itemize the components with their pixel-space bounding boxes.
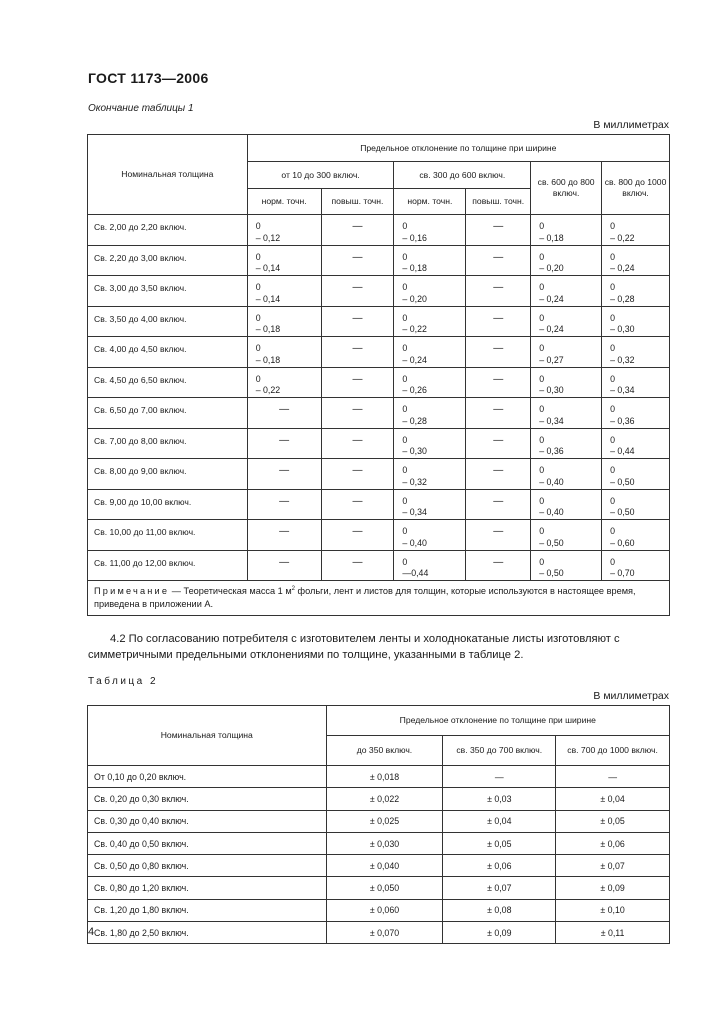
cell-norm-10-300-top: 0 xyxy=(255,282,261,292)
cell-600-800 xyxy=(531,550,602,581)
cell-350: ± 0,070 xyxy=(326,922,443,944)
cell-800-1000 xyxy=(602,337,670,368)
page-number: 4 xyxy=(88,926,95,938)
table2-header-deviation: Предельное отклонение по толщине при ширине xyxy=(326,706,669,736)
cell-norm-300-600 xyxy=(394,520,466,551)
cell-350: ± 0,025 xyxy=(326,810,443,832)
cell-600-800-top: 0 xyxy=(539,312,545,323)
cell-norm-10-300: — xyxy=(247,489,321,520)
row-label: Св. 3,50 до 4,00 включ. xyxy=(88,306,248,337)
cell-800-1000-top: 0 xyxy=(610,495,615,506)
cell-norm-300-600 xyxy=(394,428,466,459)
cell-350-700: ± 0,07 xyxy=(443,877,556,899)
cell-350: ± 0,050 xyxy=(326,877,443,899)
cell-600-800 xyxy=(531,245,602,276)
cell-norm-10-300: — xyxy=(247,398,321,429)
row-label: Св. 2,20 до 3,00 включ. xyxy=(88,245,248,276)
cell-800-1000-bottom: – 0,70 xyxy=(610,568,635,578)
cell-600-800 xyxy=(531,276,602,307)
cell-800-1000-bottom: – 0,34 xyxy=(610,385,635,395)
table-row xyxy=(88,306,670,337)
cell-600-800 xyxy=(531,428,602,459)
cell-600-800-top: 0 xyxy=(539,465,545,475)
cell-norm-300-600-top: 0 xyxy=(402,495,408,506)
row-label: Св. 7,00 до 8,00 включ. xyxy=(88,428,248,459)
table-row xyxy=(88,215,670,246)
cell-norm-10-300-bottom: – 0,14 xyxy=(255,263,281,273)
cell-high-10-300: — xyxy=(321,520,394,551)
row-label: Св. 8,00 до 9,00 включ. xyxy=(88,459,248,490)
cell-norm-300-600-bottom: – 0,18 xyxy=(402,263,427,273)
cell-700-1000: ± 0,04 xyxy=(556,788,670,810)
table-row xyxy=(88,855,670,877)
cell-800-1000-bottom: – 0,44 xyxy=(610,446,635,456)
table2-header-nominal: Номинальная толщина xyxy=(88,706,327,766)
table-row xyxy=(88,520,670,551)
cell-700-1000: ± 0,09 xyxy=(556,877,670,899)
cell-high-300-600: — xyxy=(466,337,531,368)
cell-norm-300-600-top: 0 xyxy=(402,312,408,323)
cell-600-800-top: 0 xyxy=(539,282,545,292)
cell-norm-10-300 xyxy=(247,276,321,307)
cell-600-800-top: 0 xyxy=(539,343,545,353)
cell-norm-300-600-top: 0 xyxy=(402,251,408,262)
cell-norm-300-600-bottom: – 0,24 xyxy=(402,354,427,365)
cell-800-1000 xyxy=(602,367,670,398)
cell-norm-10-300 xyxy=(247,215,321,246)
cell-norm-300-600 xyxy=(394,367,466,398)
cell-800-1000-bottom: – 0,32 xyxy=(610,354,635,365)
cell-800-1000-top: 0 xyxy=(610,373,615,384)
cell-600-800 xyxy=(531,489,602,520)
cell-high-10-300: — xyxy=(321,459,394,490)
cell-800-1000-top: 0 xyxy=(610,434,615,445)
cell-800-1000-bottom: – 0,24 xyxy=(610,263,635,273)
cell-high-10-300: — xyxy=(321,428,394,459)
document-header-code: ГОСТ 1173—2006 xyxy=(88,70,209,86)
row-label: Св. 2,00 до 2,20 включ. xyxy=(88,215,248,246)
cell-800-1000-bottom: – 0,50 xyxy=(610,507,635,517)
cell-norm-300-600-top: 0 xyxy=(402,373,408,384)
row-label: Св. 6,50 до 7,00 включ. xyxy=(88,398,248,429)
table-row xyxy=(88,788,670,810)
paragraph-4-2-text: 4.2 По согласованию потребителя с изготовителем ленты и холоднокатаные листы изготовляют с симметричными предельными отклонениями по толщине, указанными в таблице 2. xyxy=(88,633,620,661)
cell-600-800-bottom: – 0,50 xyxy=(539,568,564,578)
cell-norm-10-300 xyxy=(247,337,321,368)
table-row xyxy=(88,832,670,854)
cell-800-1000-top: 0 xyxy=(610,282,615,292)
cell-norm-300-600-top: 0 xyxy=(402,343,408,353)
cell-norm-300-600 xyxy=(394,337,466,368)
cell-high-10-300: — xyxy=(321,398,394,429)
cell-600-800 xyxy=(531,215,602,246)
cell-600-800 xyxy=(531,459,602,490)
cell-800-1000 xyxy=(602,459,670,490)
cell-800-1000-top: 0 xyxy=(610,251,615,262)
cell-800-1000 xyxy=(602,245,670,276)
cell-norm-300-600 xyxy=(394,398,466,429)
cell-600-800-bottom: – 0,36 xyxy=(539,446,564,456)
table1-header-600-800: св. 600 до 800 включ. xyxy=(531,162,602,215)
cell-800-1000-bottom: – 0,36 xyxy=(610,415,635,426)
cell-norm-10-300: — xyxy=(247,428,321,459)
cell-norm-300-600 xyxy=(394,306,466,337)
cell-800-1000 xyxy=(602,489,670,520)
cell-800-1000-bottom: – 0,60 xyxy=(610,537,635,548)
cell-high-300-600: — xyxy=(466,245,531,276)
table-row xyxy=(88,489,670,520)
cell-350-700: ± 0,09 xyxy=(443,922,556,944)
cell-high-300-600: — xyxy=(466,215,531,246)
row-label: Св. 9,00 до 10,00 включ. xyxy=(88,489,248,520)
cell-600-800-top: 0 xyxy=(539,221,545,231)
cell-norm-10-300: — xyxy=(247,550,321,581)
cell-600-800-top: 0 xyxy=(539,251,545,262)
cell-norm-300-600-bottom: – 0,28 xyxy=(402,415,427,426)
cell-600-800-top: 0 xyxy=(539,556,545,567)
cell-high-300-600: — xyxy=(466,520,531,551)
row-label: Св. 1,20 до 1,80 включ. xyxy=(88,899,327,921)
table2-units: В миллиметрах xyxy=(593,690,669,702)
cell-high-300-600: — xyxy=(466,367,531,398)
cell-norm-300-600-top: 0 xyxy=(402,404,408,414)
cell-800-1000 xyxy=(602,520,670,551)
table2-caption: Таблица 2 xyxy=(88,676,159,687)
note-superscript: 2 xyxy=(291,586,295,592)
cell-norm-300-600-top: 0 xyxy=(402,465,408,475)
cell-600-800 xyxy=(531,337,602,368)
table2-body xyxy=(88,766,670,944)
cell-norm-10-300: — xyxy=(247,520,321,551)
table-row xyxy=(88,367,670,398)
cell-norm-10-300-top: 0 xyxy=(255,221,261,231)
cell-norm-300-600-bottom: – 0,40 xyxy=(402,537,427,548)
cell-norm-10-300: — xyxy=(247,459,321,490)
cell-350-700: ± 0,08 xyxy=(443,899,556,921)
cell-600-800 xyxy=(531,306,602,337)
cell-350: ± 0,060 xyxy=(326,899,443,921)
table1-header-norm-2: норм. точн. xyxy=(394,189,466,215)
table-2 xyxy=(87,705,670,944)
cell-norm-300-600-top: 0 xyxy=(402,221,408,231)
row-label: Св. 0,50 до 0,80 включ. xyxy=(88,855,327,877)
cell-800-1000-top: 0 xyxy=(610,312,615,323)
cell-high-300-600: — xyxy=(466,306,531,337)
cell-350-700: ± 0,05 xyxy=(443,832,556,854)
table-1 xyxy=(87,134,670,616)
cell-norm-300-600 xyxy=(394,245,466,276)
cell-norm-300-600 xyxy=(394,215,466,246)
cell-high-300-600: — xyxy=(466,550,531,581)
cell-norm-300-600-top: 0 xyxy=(402,526,408,536)
cell-350: ± 0,018 xyxy=(326,766,443,788)
table1-header-high-1: повыш. точн. xyxy=(321,189,394,215)
cell-800-1000 xyxy=(602,428,670,459)
cell-800-1000-top: 0 xyxy=(610,404,615,414)
cell-norm-10-300-bottom: – 0,14 xyxy=(255,293,281,304)
cell-norm-10-300-top: 0 xyxy=(255,251,261,262)
cell-800-1000 xyxy=(602,398,670,429)
cell-800-1000 xyxy=(602,550,670,581)
row-label: Св. 1,80 до 2,50 включ. xyxy=(88,922,327,944)
cell-norm-10-300-bottom: – 0,18 xyxy=(255,354,281,365)
row-label: От 0,10 до 0,20 включ. xyxy=(88,766,327,788)
table-row xyxy=(88,877,670,899)
table-row xyxy=(88,276,670,307)
cell-norm-300-600-bottom: – 0,34 xyxy=(402,507,427,517)
cell-600-800-bottom: – 0,30 xyxy=(539,385,564,395)
cell-norm-300-600 xyxy=(394,550,466,581)
cell-600-800-bottom: – 0,34 xyxy=(539,415,564,426)
cell-norm-10-300-bottom: – 0,18 xyxy=(255,324,281,334)
cell-600-800 xyxy=(531,367,602,398)
table-row xyxy=(88,550,670,581)
cell-800-1000-top: 0 xyxy=(610,526,615,536)
cell-high-10-300: — xyxy=(321,367,394,398)
cell-600-800 xyxy=(531,398,602,429)
note-text-1: — Теоретическая масса 1 м xyxy=(169,586,292,596)
table1-header-high-2: повыш. точн. xyxy=(466,189,531,215)
table2-header-350: до 350 включ. xyxy=(326,736,443,766)
table-row xyxy=(88,810,670,832)
cell-800-1000-top: 0 xyxy=(610,465,615,475)
cell-350-700: ± 0,04 xyxy=(443,810,556,832)
cell-600-800-top: 0 xyxy=(539,373,545,384)
row-label: Св. 4,50 до 6,50 включ. xyxy=(88,367,248,398)
cell-high-10-300: — xyxy=(321,337,394,368)
cell-600-800-bottom: – 0,24 xyxy=(539,324,564,334)
row-label: Св. 11,00 до 12,00 включ. xyxy=(88,550,248,581)
row-label: Св. 0,80 до 1,20 включ. xyxy=(88,877,327,899)
cell-norm-300-600-bottom: – 0,32 xyxy=(402,476,427,487)
row-label: Св. 0,20 до 0,30 включ. xyxy=(88,788,327,810)
note-text-2: фольги, лент и листов для толщин, которые используются в настоящее время, приведена в приложении А. xyxy=(94,586,636,609)
cell-norm-300-600-bottom: – 0,26 xyxy=(402,385,427,395)
table1-units: В миллиметрах xyxy=(593,119,669,131)
table1-header-norm-1: норм. точн. xyxy=(247,189,321,215)
cell-high-10-300: — xyxy=(321,215,394,246)
cell-norm-300-600-top: 0 xyxy=(402,434,408,445)
cell-norm-10-300-top: 0 xyxy=(255,312,261,323)
cell-700-1000: ± 0,05 xyxy=(556,810,670,832)
cell-700-1000: ± 0,07 xyxy=(556,855,670,877)
row-label: Св. 3,00 до 3,50 включ. xyxy=(88,276,248,307)
cell-norm-10-300-bottom: – 0,12 xyxy=(255,232,281,243)
cell-700-1000: — xyxy=(556,766,670,788)
cell-high-300-600: — xyxy=(466,428,531,459)
cell-350-700: — xyxy=(443,766,556,788)
cell-800-1000 xyxy=(602,215,670,246)
cell-high-10-300: — xyxy=(321,550,394,581)
row-label: Св. 4,00 до 4,50 включ. xyxy=(88,337,248,368)
cell-600-800-bottom: – 0,40 xyxy=(539,507,564,517)
row-label: Св. 10,00 до 11,00 включ. xyxy=(88,520,248,551)
cell-800-1000-top: 0 xyxy=(610,556,615,567)
cell-800-1000 xyxy=(602,306,670,337)
cell-600-800-bottom: – 0,20 xyxy=(539,263,564,273)
cell-norm-10-300 xyxy=(247,367,321,398)
table-row xyxy=(88,899,670,921)
cell-600-800-top: 0 xyxy=(539,404,545,414)
cell-800-1000-bottom: – 0,22 xyxy=(610,232,635,243)
cell-350: ± 0,022 xyxy=(326,788,443,810)
cell-800-1000-bottom: – 0,50 xyxy=(610,476,635,487)
table-row xyxy=(88,337,670,368)
cell-norm-300-600-top: 0 xyxy=(402,556,408,567)
row-label: Св. 0,30 до 0,40 включ. xyxy=(88,810,327,832)
table2-header-700-1000: св. 700 до 1000 включ. xyxy=(556,736,670,766)
paragraph-4-2 xyxy=(88,631,678,663)
cell-norm-300-600-bottom: —0,44 xyxy=(402,568,429,578)
cell-norm-300-600-bottom: – 0,16 xyxy=(402,232,427,243)
cell-600-800-bottom: – 0,40 xyxy=(539,476,564,487)
cell-norm-10-300-bottom: – 0,22 xyxy=(255,385,281,395)
cell-high-10-300: — xyxy=(321,306,394,337)
cell-350-700: ± 0,03 xyxy=(443,788,556,810)
cell-700-1000: ± 0,06 xyxy=(556,832,670,854)
cell-norm-10-300-top: 0 xyxy=(255,373,261,384)
cell-350-700: ± 0,06 xyxy=(443,855,556,877)
cell-600-800-bottom: – 0,50 xyxy=(539,537,564,548)
table-row xyxy=(88,398,670,429)
table2-header-350-700: св. 350 до 700 включ. xyxy=(443,736,556,766)
cell-600-800-top: 0 xyxy=(539,526,545,536)
cell-norm-10-300 xyxy=(247,306,321,337)
cell-600-800-bottom: – 0,24 xyxy=(539,293,564,304)
cell-800-1000-top: 0 xyxy=(610,343,615,353)
cell-norm-10-300 xyxy=(247,245,321,276)
cell-norm-300-600 xyxy=(394,459,466,490)
cell-norm-300-600-top: 0 xyxy=(402,282,408,292)
table-row xyxy=(88,428,670,459)
cell-600-800-bottom: – 0,27 xyxy=(539,354,564,365)
cell-800-1000 xyxy=(602,276,670,307)
cell-700-1000: ± 0,10 xyxy=(556,899,670,921)
cell-800-1000-bottom: – 0,30 xyxy=(610,324,635,334)
table-row xyxy=(88,245,670,276)
table1-header-300-600: св. 300 до 600 включ. xyxy=(394,162,531,189)
table-row xyxy=(88,922,670,944)
cell-norm-10-300-top: 0 xyxy=(255,343,261,353)
table1-caption: Окончание таблицы 1 xyxy=(88,103,194,114)
row-label: Св. 0,40 до 0,50 включ. xyxy=(88,832,327,854)
cell-800-1000-bottom: – 0,28 xyxy=(610,293,635,304)
cell-high-300-600: — xyxy=(466,489,531,520)
cell-norm-300-600-bottom: – 0,22 xyxy=(402,324,427,334)
table-row xyxy=(88,766,670,788)
cell-700-1000: ± 0,11 xyxy=(556,922,670,944)
cell-600-800 xyxy=(531,520,602,551)
table1-note xyxy=(88,581,670,616)
table1-body xyxy=(88,215,670,581)
table-row xyxy=(88,459,670,490)
cell-high-300-600: — xyxy=(466,398,531,429)
table1-header-deviation: Предельное отклонение по толщине при ширине xyxy=(247,135,669,162)
cell-600-800-bottom: – 0,18 xyxy=(539,232,564,243)
note-label: Примечание xyxy=(94,586,170,596)
cell-600-800-top: 0 xyxy=(539,495,545,506)
cell-norm-300-600 xyxy=(394,489,466,520)
cell-norm-300-600-bottom: – 0,20 xyxy=(402,293,427,304)
table1-header-nominal: Номинальная толщина xyxy=(88,135,248,215)
cell-high-300-600: — xyxy=(466,276,531,307)
cell-800-1000-top: 0 xyxy=(610,221,615,231)
cell-350: ± 0,040 xyxy=(326,855,443,877)
cell-high-10-300: — xyxy=(321,489,394,520)
cell-600-800-top: 0 xyxy=(539,434,545,445)
cell-high-300-600: — xyxy=(466,459,531,490)
cell-norm-300-600 xyxy=(394,276,466,307)
cell-high-10-300: — xyxy=(321,245,394,276)
table1-header-800-1000: св. 800 до 1000 включ. xyxy=(602,162,670,215)
cell-high-10-300: — xyxy=(321,276,394,307)
cell-norm-300-600-bottom: – 0,30 xyxy=(402,446,427,456)
table1-header-10-300: от 10 до 300 включ. xyxy=(247,162,394,189)
cell-350: ± 0,030 xyxy=(326,832,443,854)
